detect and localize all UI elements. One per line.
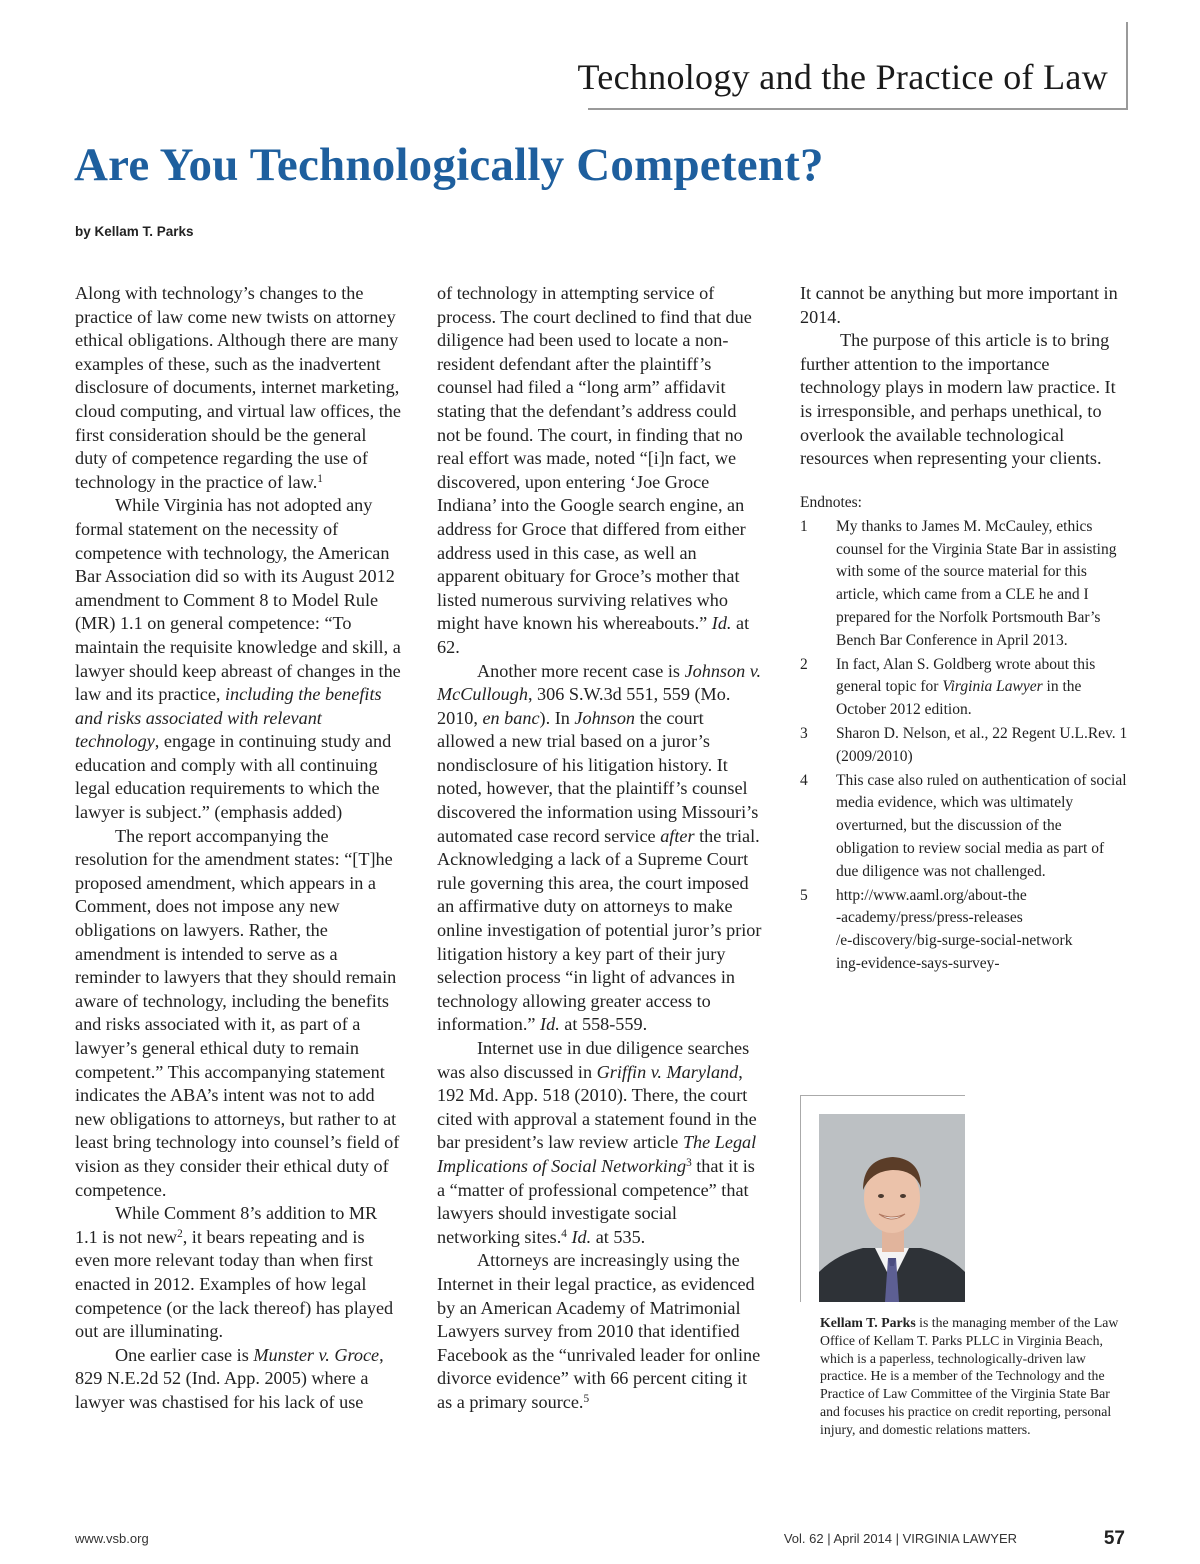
author-name: Kellam T. Parks xyxy=(820,1315,916,1330)
endnote-number: 2 xyxy=(800,655,808,673)
paragraph: Along with technology’s changes to the practice of law come new twists on attorney ethical obligations. Although there are many examples of these, such as the inadvertent disclosure of documents, internet marketing, cloud computing, and virtual law offices, the first consideration should be the general duty of competence regarding the use of technology in the practice of law.$^1$ xyxy=(75,283,401,492)
endnote-number: 4 xyxy=(800,771,808,789)
paragraph: Internet use in due diligence searches was also discussed in Griffin v. Maryland, 192 Md. App. 518 (2010). There, the court cited with approval a statement found in the bar president’s law review article The Legal Implications of Social Networking$^3$ that it is a “matter of professional competence” that lawyers should investigate social networking sites.$^4$ Id. at 535. xyxy=(437,1038,757,1247)
endnote xyxy=(800,885,1128,976)
header-rule xyxy=(588,108,1128,110)
endnotes-title: Endnotes: xyxy=(800,493,862,511)
author-photo xyxy=(819,1114,965,1302)
paragraph: The report accompanying the resolution for the amendment states: “[T]he proposed amendment, which appears in a Comment, does not impose any new obligations on lawyers. Rather, the amendment is intended to serve as a reminder to lawyers that they should remain aware of technology, including the benefits and risks associated with it, as part of a lawyer’s general ethical duty to remain competent.” This accompanying statement indicates the ABA’s intent was not to add new obligations to attorneys, but rather to at least bring technology into counsel’s field of vision as they consider their ethical duty of competence. xyxy=(75,825,400,1200)
paragraph: One earlier case is Munster v. Groce, 829 N.E.2d 52 (Ind. App. 2005) where a lawyer was chastised for his lack of use xyxy=(75,1344,384,1412)
paragraph: Attorneys are increasingly using the Internet in their legal practice, as evidenced by an American Academy of Matrimonial Lawyers survey from 2010 that identified Facebook as the “unrivaled leader for online divorce evidence” with 66 percent citing it as a primary source.$^5$ xyxy=(437,1250,761,1412)
paragraph: It cannot be anything but more important in 2014. xyxy=(800,283,1118,327)
article-column-2 xyxy=(437,282,763,1415)
endnote: 4 This case also ruled on authentication of social media evidence, which was ultimately overturned, but the discussion of the obligation to review social media as part of due diligence was not challenged. xyxy=(800,771,1127,880)
page-number: 57 xyxy=(1103,1528,1125,1549)
footnote-ref[interactable]: 5 xyxy=(583,1392,590,1405)
endnote-number: 1 xyxy=(800,517,808,535)
byline: by Kellam T. Parks xyxy=(75,224,194,239)
footer-issue-info: Vol. 62 | April 2014 | VIRGINIA LAWYER xyxy=(783,1531,1017,1546)
endnote-number: 5 xyxy=(800,886,808,904)
footnote-ref[interactable]: 2 xyxy=(177,1227,183,1240)
paragraph: The purpose of this article is to bring further attention to the importance technology plays in modern law practice. It is irresponsible, and perhaps unethical, to overlook the available technological resources when representing your clients. xyxy=(800,330,1116,469)
article-headline: Are You Technologically Competent? xyxy=(74,139,824,191)
endnotes-list xyxy=(800,516,1128,976)
paragraph: While Virginia has not adopted any formal statement on the necessity of competence with technology, the American Bar Association did so with its August 2012 amendment to Comment 8 to Model Rule (MR) 1.1 on general competence: “To maintain the requisite knowledge and skill, a lawyer should keep abreast of changes in the law and its practice, including the benefits and risks associated with relevant technology, engage in continuing study and education and comply with all continuing legal education requirements to which the lawyer is subject.” (emphasis added) xyxy=(75,495,401,823)
footnote-ref[interactable]: 1 xyxy=(317,472,323,485)
section-title: Technology and the Practice of Law xyxy=(577,57,1108,97)
endnote: 2 In fact, Alan S. Goldberg wrote about this general topic for Virginia Lawyer in the October 2012 edition. xyxy=(800,655,1096,719)
header-vertical-rule xyxy=(1126,22,1128,110)
endnote-number: 3 xyxy=(800,724,808,742)
footer-website-link[interactable]: www.vsb.org xyxy=(75,1531,149,1546)
author-bio: Kellam T. Parks is the managing member of the Law Office of Kellam T. Parks PLLC in Virginia Beach, which is a paperless, technologically-driven law practice. He is a member of the Technology and the Practice of Law Committee of the Virginia State Bar and focuses his practice on credit reporting, personal injury, and domestic relations matters. xyxy=(820,1315,1119,1437)
footnote-ref[interactable]: 3 xyxy=(686,1156,692,1169)
paragraph: Another more recent case is Johnson v. McCullough, 306 S.W.3d 551, 559 (Mo. 2010, en banc). In Johnson the court allowed a new trial based on a juror’s nondisclosure of his litigation history. It noted, however, that the plaintiff’s counsel discovered the information using Missouri’s automated case record service after the trial. Acknowledging a lack of a Supreme Court rule governing this area, the court imposed an affirmative duty on attorneys to make online investigation of potential juror’s prior litigation history a key part of their jury selection process “in light of advances in technology allowing greater access to information.” Id. at 558-559. xyxy=(437,660,762,1035)
endnote-url[interactable]: http://www.aaml.org/about-the -academy/press/press-releases /e-discovery/big-surge-social-network ing-evidence-says-survey- xyxy=(836,886,1073,972)
author-photo-frame xyxy=(800,1095,965,1302)
endnote: 1 My thanks to James M. McCauley, ethics counsel for the Virginia State Bar in assisting with some of the source material for this article, which came from a CLE he and I prepared for the Norfolk Portsmouth Bar’s Bench Bar Conference in April 2013. xyxy=(800,517,1117,649)
paragraph: of technology in attempting service of process. The court declined to find that due diligence had been used to locate a non-resident defendant after the plaintiff’s counsel had filed a “long arm” affidavit stating that the defendant’s address could not be found. The court, in finding that no real effort was made, noted “[i]n fact, we discovered, upon entering ‘Joe Groce Indiana’ into the Google search engine, an address for Groce that differed from either address used in this case, as well an apparent obituary for Groce’s mother that listed numerous surviving relatives who might have known his whereabouts.” Id. at 62. xyxy=(437,283,752,657)
article-column-3 xyxy=(800,282,1128,977)
footnote-ref[interactable]: 4 xyxy=(561,1227,567,1240)
endnote: 3 Sharon D. Nelson, et al., 22 Regent U.L.Rev. 1 (2009/2010) xyxy=(800,724,1128,765)
article-column-1 xyxy=(75,282,403,1415)
paragraph: While Comment 8’s addition to MR 1.1 is not new$^2$, it bears repeating and is even more relevant today than when first enacted in 2012. Examples of how legal competence (or the lack thereof) has played out are illuminating. xyxy=(75,1203,394,1342)
